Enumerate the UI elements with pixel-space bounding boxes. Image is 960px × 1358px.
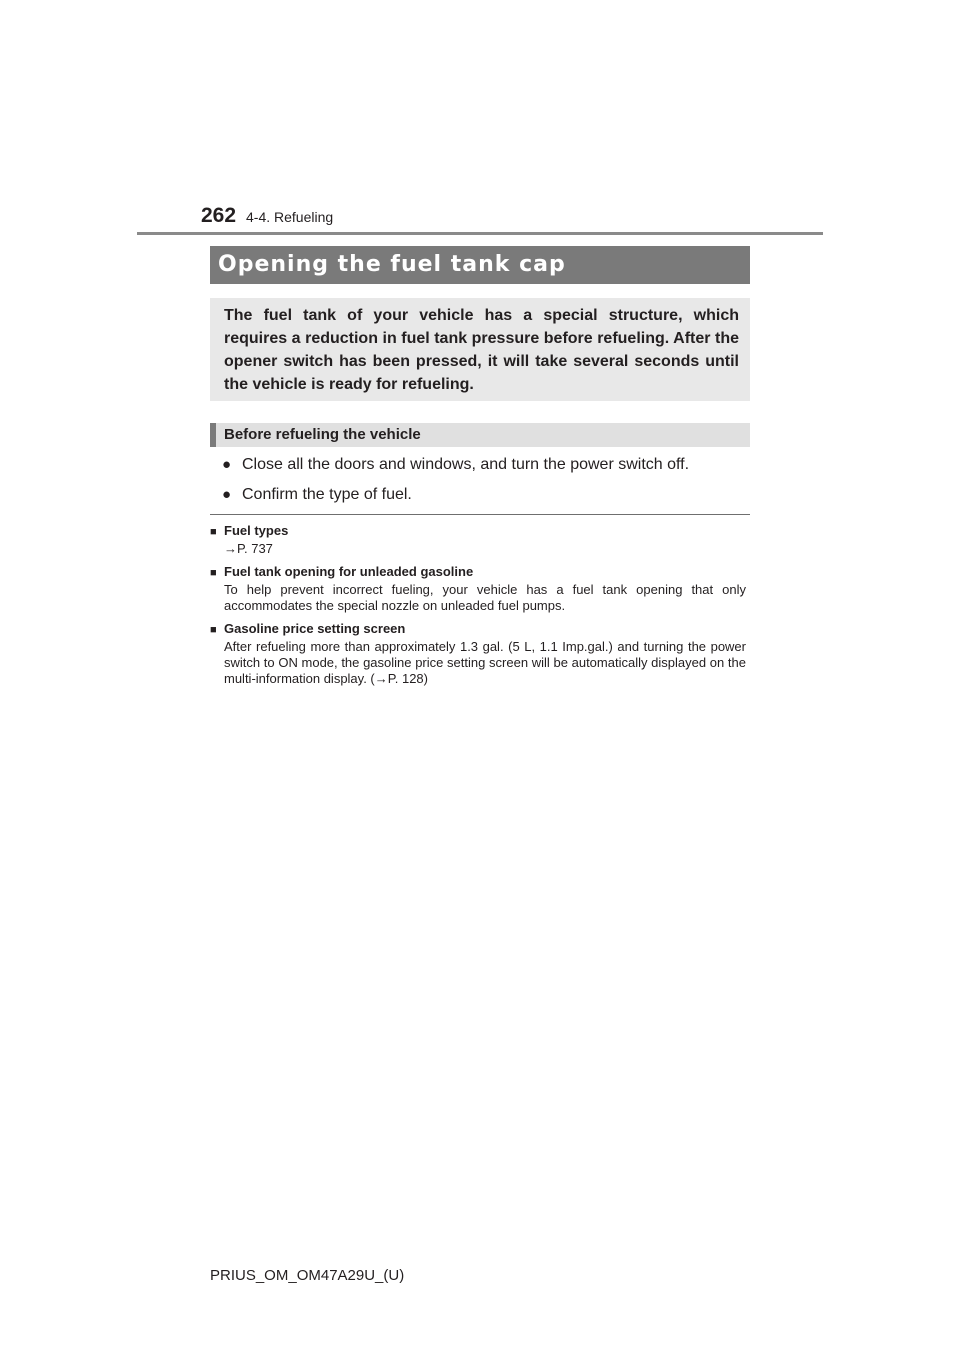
- square-bullet-icon: ■: [210, 526, 217, 538]
- section-label: 4-4. Refueling: [246, 209, 334, 225]
- header-divider: [137, 232, 823, 235]
- intro-box: [210, 298, 750, 401]
- note-heading: [210, 522, 746, 541]
- bullet-icon: ●: [222, 456, 232, 473]
- notes-section: [210, 522, 746, 693]
- bullet-icon: ●: [222, 486, 232, 503]
- note-heading: [210, 563, 746, 582]
- subsection-heading: Before refueling the vehicle: [210, 423, 750, 447]
- note-body: After refueling more than approximately 1.3 gal. (5 L, 1.1 Imp.gal.) and turning the power switch to ON mode, the gasoline price setting screen will be automatically displayed on the multi-information display. (→P. 128): [224, 639, 746, 686]
- note-heading-text: Fuel types: [224, 523, 289, 538]
- section-divider: [210, 514, 750, 515]
- square-bullet-icon: ■: [210, 567, 217, 579]
- page-title: Opening the fuel tank cap: [210, 246, 750, 284]
- note-heading-text: Fuel tank opening for unleaded gasoline: [224, 564, 474, 579]
- note-item: [210, 620, 746, 687]
- list-item: [222, 454, 750, 476]
- note-item: [210, 563, 746, 614]
- note-heading: [210, 620, 746, 639]
- page-number: 262: [201, 204, 237, 227]
- page-reference-link[interactable]: →P. 737: [224, 541, 273, 556]
- bullet-text: Confirm the type of fuel.: [242, 486, 412, 503]
- bullet-list: [222, 454, 750, 514]
- note-item: [210, 522, 746, 557]
- note-body: To help prevent incorrect fueling, your vehicle has a fuel tank opening that only accommodates the special nozzle on unleaded fuel pumps.: [224, 582, 746, 613]
- bullet-text: Close all the doors and windows, and turn the power switch off.: [242, 456, 690, 473]
- intro-text: The fuel tank of your vehicle has a special structure, which requires a reduction in fuel tank pressure before refueling. After the opener switch has been pressed, it will take several seconds until the vehicle is ready for refueling.: [224, 307, 739, 393]
- document-footer: PRIUS_OM_OM47A29U_(U): [210, 1267, 405, 1284]
- square-bullet-icon: ■: [210, 624, 217, 636]
- list-item: [222, 484, 750, 506]
- note-heading-text: Gasoline price setting screen: [224, 621, 406, 636]
